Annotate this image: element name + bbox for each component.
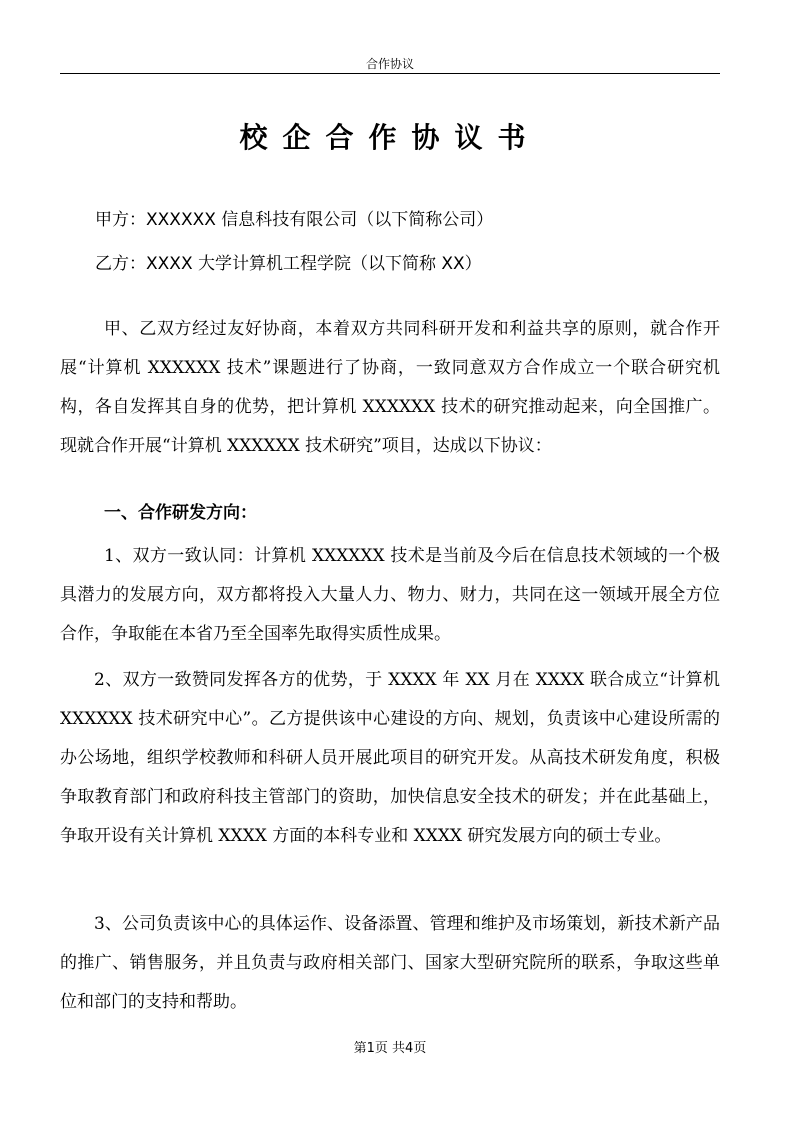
clause-3-paragraph: 3、公司负责该中心的具体运作、设备添置、管理和维护及市场策划，新技术新产品的推广、销售服务，并且负责与政府相关部门、国家大型研究院所的联系，争取这些单位和部门的支持和帮助。: [60, 914, 720, 1012]
intro-paragraph: 甲、乙双方经过友好协商，本着双方共同科研开发和利益共享的原则，就合作开展“计算机 XXXXXX 技术”课题进行了协商，一致同意双方合作成立一个联合研究机构，各自发挥其自身的优势，把计算机 XXXXXX 技术的研究推动起来，向全国推广。现就合作开展“计算机 XXXXXX 技术研究”项目，达成以下协议：: [60, 319, 720, 456]
party-b-line: 乙方：XXXX 大学计算机工程学院（以下简称 XX）: [95, 254, 482, 274]
page-header: 合作协议: [365, 57, 414, 71]
party-a-line: 甲方：XXXXXX 信息科技有限公司（以下简称公司）: [95, 210, 494, 230]
clause-2-paragraph: 2、双方一致赞同发挥各方的优势，于 XXXX 年 XX 月在 XXXX 联合成立“计算机 XXXXXX 技术研究中心”。乙方提供该中心建设的方向、规划，负责该中心建设所需的办公场地，组织学校教师和科研人员开展此项目的研究开发。从高技术研发角度，积极争取教育部门和政府科技主管部门的资助，加快信息安全技术的研发；并在此基础上，争取开设有关计算机 XXXX 方面的本科专业和 XXXX 研究发展方向的硕士专业。: [60, 670, 720, 846]
clause-1-paragraph: 1、双方一致认同：计算机 XXXXXX 技术是当前及今后在信息技术领域的一个极具潜力的发展方向，双方都将投入大量人力、物力、财力，共同在这一领域开展全方位合作，争取能在本省乃至全国率先取得实质性成果。: [60, 546, 720, 644]
page-number-footer: 第1页 共4页: [353, 1041, 427, 1056]
section-heading-1: 一、合作研发方向：: [104, 503, 257, 523]
header-divider: [60, 73, 720, 74]
document-title: 校企合作协议书: [239, 121, 541, 154]
